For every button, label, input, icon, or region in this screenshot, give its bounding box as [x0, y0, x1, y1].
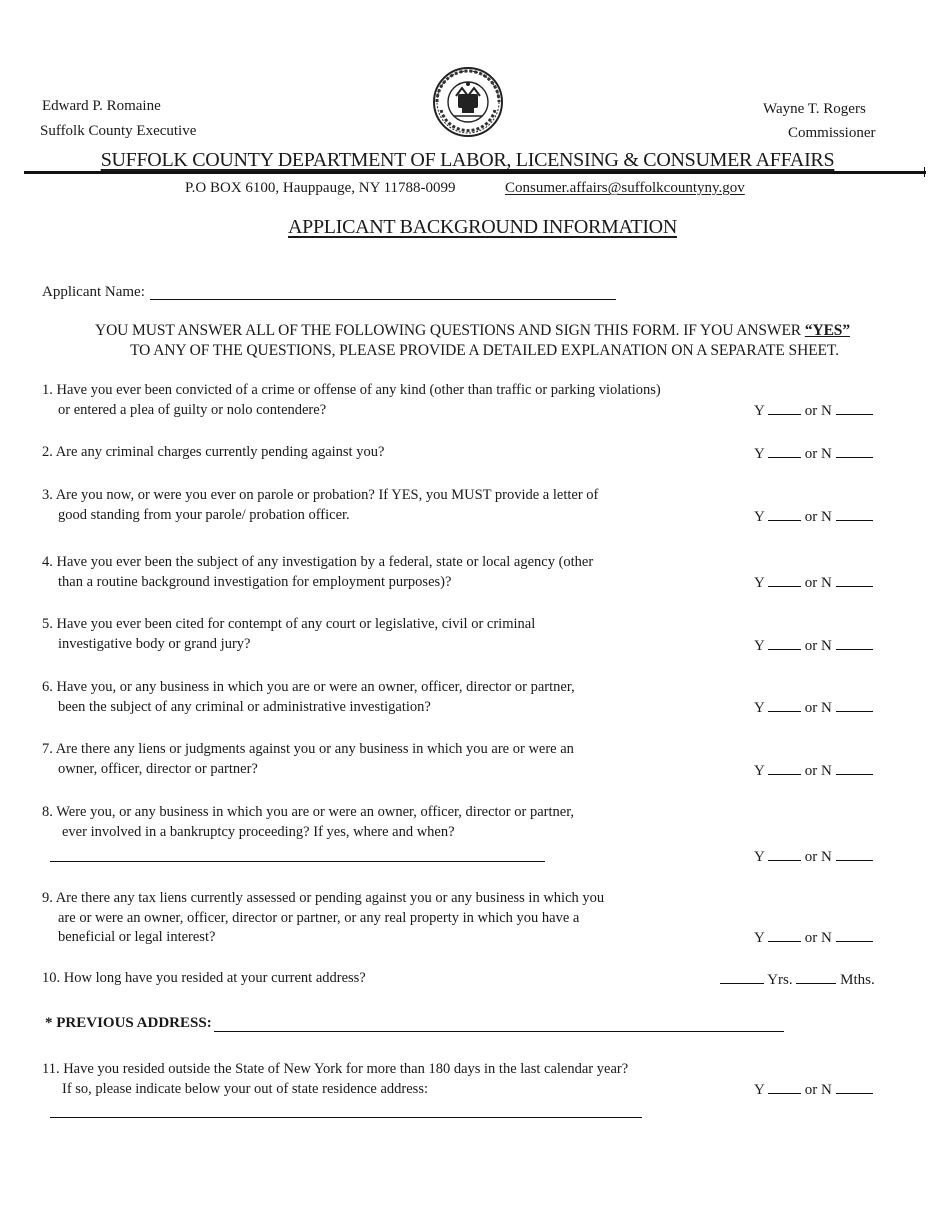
question-9-line-3: beneficial or legal interest?: [58, 929, 216, 945]
question-4-answer: [754, 574, 873, 592]
question-2-answer: [754, 445, 873, 463]
question-5-no-field[interactable]: [836, 637, 873, 650]
question-2-yes-field[interactable]: [768, 445, 801, 458]
question-8-answer: [754, 848, 873, 866]
department-email-link[interactable]: Consumer.affairs@suffolkcountyny.gov: [505, 180, 745, 196]
question-8-yes-field[interactable]: [768, 848, 801, 861]
department-address: P.O BOX 6100, Hauppauge, NY 11788-0099: [185, 180, 456, 196]
yes-label: Y: [754, 575, 765, 591]
question-10-answer: [720, 971, 875, 989]
question-11-answer: [754, 1081, 873, 1099]
question-4-line-2: than a routine background investigation for employment purposes)?: [58, 573, 452, 590]
question-6-no-field[interactable]: [836, 699, 873, 712]
question-8-line-1: 8. Were you, or any business in which you are or were an owner, officer, director or partner,: [42, 804, 575, 820]
question-11: [42, 1060, 628, 1099]
county-seal-icon: [432, 66, 504, 138]
or-no-label: or N: [804, 509, 832, 525]
or-no-label: or N: [804, 763, 832, 779]
question-6: [42, 678, 575, 717]
question-8-line-2: ever involved in a bankruptcy proceeding? If yes, where and when?: [62, 823, 455, 840]
question-4: [42, 553, 593, 592]
question-7-yes-field[interactable]: [768, 762, 801, 775]
question-1: [42, 381, 661, 420]
question-8: [42, 803, 574, 842]
question-2-no-field[interactable]: [836, 445, 873, 458]
header-divider: [24, 171, 926, 174]
question-6-answer: [754, 699, 873, 717]
instructions-yes: “YES”: [804, 322, 850, 339]
yes-label: Y: [754, 930, 765, 946]
question-11-line-2: If so, please indicate below your out of state residence address:: [62, 1080, 428, 1097]
yes-label: Y: [754, 700, 765, 716]
commissioner-title: Commissioner: [788, 125, 876, 141]
yes-label: Y: [754, 446, 765, 462]
question-9-line-1: 9. Are there any tax liens currently assessed or pending against you or any business in which you: [42, 890, 605, 906]
previous-address-field[interactable]: [214, 1031, 784, 1032]
years-field[interactable]: [720, 971, 764, 984]
question-7-no-field[interactable]: [836, 762, 873, 775]
question-1-yes-field[interactable]: [768, 402, 801, 415]
question-6-line-2: been the subject of any criminal or administrative investigation?: [58, 698, 431, 715]
question-5-yes-field[interactable]: [768, 637, 801, 650]
question-2: [42, 443, 384, 463]
question-4-yes-field[interactable]: [768, 574, 801, 587]
instructions-text: YOU MUST ANSWER ALL OF THE FOLLOWING QUESTIONS AND SIGN THIS FORM. IF YOU ANSWER: [95, 322, 805, 339]
question-7: [42, 740, 574, 779]
question-11-no-field[interactable]: [836, 1081, 873, 1094]
department-title: SUFFOLK COUNTY DEPARTMENT OF LABOR, LICENSING & CONSUMER AFFAIRS: [100, 149, 835, 171]
question-6-yes-field[interactable]: [768, 699, 801, 712]
yes-label: Y: [754, 403, 765, 419]
form-title: APPLICANT BACKGROUND INFORMATION: [288, 216, 677, 238]
question-4-line-1: 4. Have you ever been the subject of any investigation by a federal, state or local agency (other: [42, 554, 594, 570]
or-no-label: or N: [804, 1082, 832, 1098]
out-of-state-address-field[interactable]: [50, 1117, 642, 1118]
question-9-yes-field[interactable]: [768, 929, 801, 942]
question-7-answer: [754, 762, 873, 780]
yes-label: Y: [754, 849, 765, 865]
previous-address-label: * PREVIOUS ADDRESS:: [45, 1015, 212, 1031]
or-no-label: or N: [804, 446, 832, 462]
years-label: Yrs.: [767, 972, 793, 988]
question-3-line-2: good standing from your parole/ probation officer.: [58, 506, 350, 523]
months-label: Mths.: [840, 972, 875, 988]
question-2-line-1: 2. Are any criminal charges currently pending against you?: [42, 444, 385, 460]
yes-label: Y: [754, 509, 765, 525]
question-3-line-1: 3. Are you now, or were you ever on parole or probation? If YES, you MUST provide a letter of: [42, 487, 599, 503]
or-no-label: or N: [804, 700, 832, 716]
or-no-label: or N: [804, 638, 832, 654]
applicant-name-field[interactable]: [150, 299, 616, 300]
commissioner-name: Wayne T. Rogers: [763, 101, 866, 117]
or-no-label: or N: [804, 575, 832, 591]
question-1-line-1: 1. Have you ever been convicted of a crime or offense of any kind (other than traffic or parking violations): [42, 382, 661, 398]
question-7-line-2: owner, officer, director or partner?: [58, 760, 258, 777]
instructions-line-1: [0, 322, 945, 340]
question-1-line-2: or entered a plea of guilty or nolo contendere?: [58, 401, 327, 418]
question-1-no-field[interactable]: [836, 402, 873, 415]
question-5: [42, 615, 535, 654]
header-divider-tick: [924, 167, 925, 177]
question-3-answer: [754, 508, 873, 526]
applicant-name-label: Applicant Name:: [42, 284, 145, 300]
question-4-no-field[interactable]: [836, 574, 873, 587]
question-5-line-2: investigative body or grand jury?: [58, 635, 251, 652]
county-executive-title: Suffolk County Executive: [40, 123, 197, 139]
question-7-line-1: 7. Are there any liens or judgments against you or any business in which you are or were an: [42, 741, 574, 757]
question-11-yes-field[interactable]: [768, 1081, 801, 1094]
question-3-yes-field[interactable]: [768, 508, 801, 521]
question-9-no-field[interactable]: [836, 929, 873, 942]
question-9-answer: [754, 929, 873, 947]
question-11-line-1: 11. Have you resided outside the State of New York for more than 180 days in the last calendar year?: [42, 1061, 629, 1077]
question-10-line-1: 10. How long have you resided at your current address?: [42, 970, 366, 986]
or-no-label: or N: [804, 930, 832, 946]
question-9: [42, 889, 604, 948]
question-8-explanation-field[interactable]: [50, 861, 545, 862]
instructions-line-2: TO ANY OF THE QUESTIONS, PLEASE PROVIDE A DETAILED EXPLANATION ON A SEPARATE SHEET.: [130, 342, 839, 359]
or-no-label: or N: [804, 849, 832, 865]
question-1-answer: [754, 402, 873, 420]
county-executive-name: Edward P. Romaine: [42, 98, 161, 114]
yes-label: Y: [754, 1082, 765, 1098]
question-5-answer: [754, 637, 873, 655]
question-8-no-field[interactable]: [836, 848, 873, 861]
yes-label: Y: [754, 763, 765, 779]
or-no-label: or N: [804, 403, 832, 419]
yes-label: Y: [754, 638, 765, 654]
question-9-line-2: are or were an owner, officer, director or partner, or any real property in which you have a: [58, 909, 580, 926]
question-3-no-field[interactable]: [836, 508, 873, 521]
question-5-line-1: 5. Have you ever been cited for contempt of any court or legislative, civil or criminal: [42, 616, 536, 632]
question-6-line-1: 6. Have you, or any business in which you are or were an owner, officer, director or partner,: [42, 679, 575, 695]
question-3: [42, 486, 598, 525]
question-10: [42, 969, 366, 989]
months-field[interactable]: [796, 971, 836, 984]
